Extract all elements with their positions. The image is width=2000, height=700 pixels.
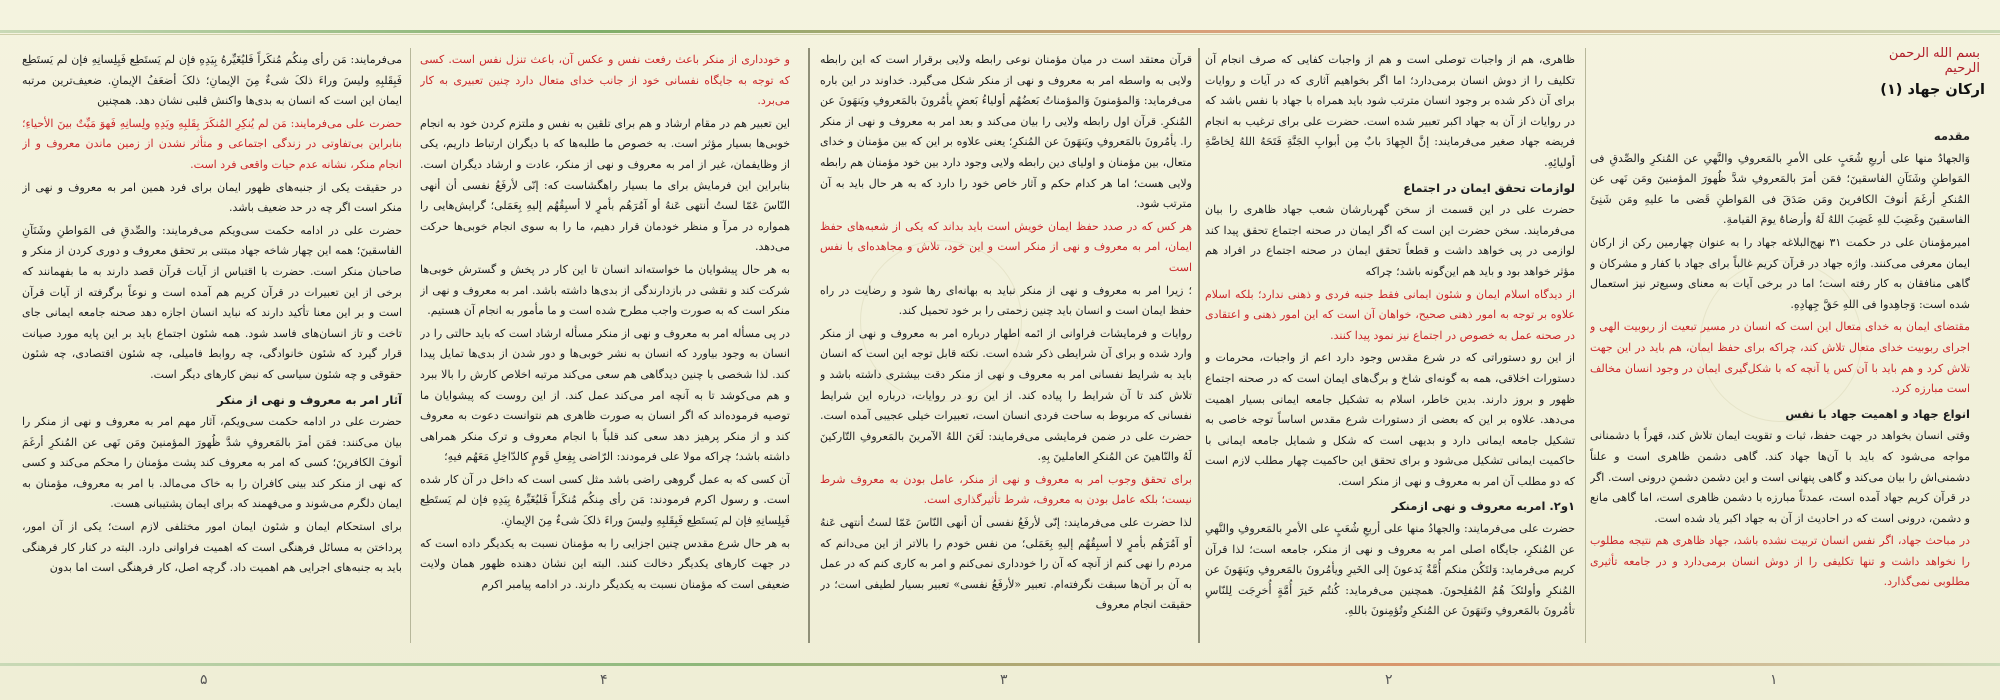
paragraph: حضرت علی در این قسمت از سخن گهربارشان شعب جهاد ظاهری را بیان می‌فرمایند. سخن حضرت این است که اگر ایمان در صحنه اجتماع تحقق پیدا کند لوازمی در پی خواهد داشت و قطعاً تحقق ایمان در صحنه اجتماع در افراد هم مؤثر خواهد بود و باید هم این‌گونه باشد؛ چراکه: [1205, 203, 1575, 278]
paragraph: ظاهری، هم از واجبات توصلی است و هم از واجبات کفایی که صرف انجام آن تکلیف را از دوش انسان برمی‌دارد؛ اما اگر بخواهیم آثاری که در آیات و روایات برای آن ذکر شده بر وجود انسان مترتب شود باید همراه با جهاد با نفس باشد که در روایات از آن به جهاد اکبر تعبیر شده است. حضرت علی برای ترغیب به انجام فریضه جهاد صغیر می‌فرمایند: إنَّ الجِهادَ بابٌ مِن أبوابِ الجَنَّةِ فَتَحَهُ اللهُ لِخاصَّةِ أولیائِهِ.: [1205, 53, 1575, 169]
section-heading: ۱و۲. امربه معروف و نهی ازمنکر: [1391, 499, 1575, 514]
hadith-quote: وَالجهادُ منها علی أربعِ شُعَبٍ علی الأمرِ بالمَعروفِ والنَّهیِ عن المُنکرِ والصِّدقِ فی المَواطنِ وشَنَآنِ الفاسقینَ؛ فمَن أمرَ بالمَعروفِ شدَّ ظُهورَ المؤمنینَ ومَن نَهی عن المُنکرِ أرغَمَ أنوفَ الکافرینَ ومَن صَدَقَ فی المَواطنِ قَضی ما علیهِ ومَن شَنِئَ الفاسقینَ وغَضِبَ للهِ غَضِبَ اللهُ لَهُ وأرضاهُ یومَ القیامةِ.: [1590, 151, 1970, 227]
section-heading: مقدمه: [1933, 129, 1970, 143]
highlight-paragraph: هر کس که در صدد حفظ ایمان خویش است باید بداند که یکی از شعبه‌های حفظ ایمان، امر به معروف و نهی از منکر است و این خود، تلاش و مجاهده‌ای با نفس است: [820, 219, 1192, 274]
panel-divider: [808, 48, 810, 643]
paragraph: وقتی انسان بخواهد در جهت حفظ، ثبات و تقویت ایمان تلاش کند، قهراً با دشمنانی مواجه می‌شود که باید با آن‌ها جهاد کند. گاهی دشمن ظاهری است و علناً دشمنی‌اش را بیان می‌کند و گاهی پنهانی است و این دشمن دشمنِ درونی است. اگر در قرآن کریم جهاد آمده است، عمدتاً مبارزه با دشمن ظاهری است، اما گاهی مانع و دشمن، درونی است که در احادیث از آن به جهاد اکبر یاد شده است.: [1590, 429, 1970, 525]
page-number: ۴: [600, 672, 608, 688]
paragraph: حضرت علی می‌فرمایند: والجهادُ منها علی أربعِ شُعَبٍ علی الأمرِ بالمَعروفِ والنَّهیِ عن المُنکرِ، جایگاه اصلی امر به معروف و نهی از منکر، جامعه است؛ لذا قرآن کریم می‌فرماید: وَلتَکُن منکم أُمَّةٌ یَدعونَ إلی الخَیرِ ویأمُرونَ بالمَعروفِ ویَنهَونَ عن المُنکرِ وأولئکَ هُمُ المُفلِحونَ. همچنین می‌فرماید: کُنتُم خَیرَ أُمَّةٍ أُخرِجَت لِلنّاسِ تأمُرونَ بالمَعروفِ وتَنهَونَ عن المُنکرِ وتُؤمِنونَ باللهِ.: [1205, 522, 1575, 618]
column-divider: [410, 48, 411, 643]
paragraph: به هر حال شرع مقدس چنین اجزایی را به مؤمنان نسبت به یکدیگر داده است که در جهت کارهای یکدیگر دخالت کنند. البته این نشان دهنده ظهور همان ولایت ضعیفی است که مؤمنان نسبت به یکدیگر دارند. در ادامه پیامبر اکرم: [420, 536, 790, 591]
page-number: ۳: [1000, 672, 1008, 688]
highlight-paragraph: مقتضای ایمان به خدای متعال این است که انسان در مسیر تبعیت از ربوبیت الهی و اجرای ربوبیت خدای متعال تلاش کند، چراکه برای حفظ ایمان، هم باید در این جهت تلاش کرد و هم باید با آن کس یا آنچه که با شکل‌گیری ایمان در وجود انسان مخالف است مبارزه کرد.: [1590, 320, 1970, 396]
highlight-paragraph: برای تحقق وجوب امر به معروف و نهی از منکر، عامل بودن به معروف شرط نیست؛ بلکه عامل بودن به معروف، شرط تأثیرگذاری است.: [820, 472, 1192, 507]
column-divider: [1585, 48, 1586, 643]
top-decorative-band: [0, 30, 2000, 33]
section-heading: آثار امر به معروف و نهی از منکر: [217, 392, 402, 407]
paragraph: روایات و فرمایشات فراوانی از ائمه اطهار درباره امر به معروف و نهی از منکر وارد شده و برای آن شرایطی ذکر شده است. نکته قابل توجه این است که انسان باید به شرایط نفسانی امر به معروف و نهی از منکر دقت بیشتری داشته باشد و تلاش کند تا آن شرایط را پیاده کند. از این رو در روایات، درباره این شرایط نفسانی که مربوط به ساحت فردی انسان است، تعبیرات خیلی عجیبی آمده است. حضرت علی در ضمن فرمایشی می‌فرمایند: لَعَنَ اللهُ الآمرینَ بالمَعروفِ التّارکینَ لَهُ والنّاهینَ عن المُنکرِ العاملینَ بِهِ.: [820, 326, 1192, 464]
paragraph: این تعبیر هم در مقام ارشاد و هم برای تلقین به نفس و ملتزم کردن خود به انجام خوبی‌ها بسیار مؤثر است. به خصوص ما طلبه‌ها که با دیگران ارتباط داریم، یکی از وظایفمان، غیر از امر به معروف و نهی از منکر، عادت و ارشاد دیگران است. بنابراین این فرمایش برای ما بسیار راهگشاست که: إنّی لأرفَعُ نفسی أن أنهی النّاسَ عَمّا لستُ أنتهی عَنهُ أو آمُرَهُم بأمرٍ لا أسبِقُهُم إلیهِ بِعَمَلی؛ گرایش‌هایی را همواره در مرآ و منظر خودمان قرار دهیم، ما را به سوی انجام خوبی‌ها حرکت می‌دهد.: [420, 116, 790, 254]
highlight-paragraph: از دیدگاه اسلام ایمان و شئون ایمانی فقط جنبه فردی و ذهنی ندارد؛ بلکه اسلام علاوه بر توجه به امور ذهنی صحیح، خواهان آن است که این امور ذهنی و اعتقادی در صحنه عمل به خصوص در اجتماع نیز نمود پیدا کنند.: [1205, 287, 1575, 342]
paragraph: قرآن معتقد است در میان مؤمنان نوعی رابطه ولایی برقرار است که این رابطه ولایی به واسطه امر به معروف و نهی از منکر شکل می‌گیرد. خداوند در این باره می‌فرماید: وَالمؤمنونَ وَالمؤمناتُ بَعضُهُم أولیاءُ بَعضٍ یأمُرونَ بالمَعروفِ ویَنهَونَ عن المُنکرِ. قرآن اول رابطه ولایی را بیان می‌کند و بعد امر به معروف و نهی از منکر را. یأمُرونَ بالمَعروفِ ویَنهَونَ عن المُنکرِ؛ یعنی علاوه بر این که بین مؤمنان و خدای متعال، بین مؤمنان و اولیای دین رابطه ولایی وجود دارد بین خود مؤمنان هم رابطه ولایی هست؛ اما هر کدام حکم و آثار خاص خود را دارد که به هر حال باید به آن مترتب شود.: [820, 53, 1192, 211]
page-title: ارکان جهاد (۱): [1880, 82, 1985, 98]
paragraph: برای استحکام ایمان و شئون ایمان امور مختلفی لازم است؛ یکی از آن امور، پرداختن به مسائل فرهنگی است که اهمیت فراوانی دارد. البته در کنار کار فرهنگی باید به جنبه‌های اجرایی هم اهمیت داد. گرچه اصل، کار فرهنگی است اما بدون: [22, 520, 402, 575]
paragraph: می‌فرمایند: مَن رأی مِنکُم مُنکَراً فَلیُغَیِّرهُ بِیَدِهِ فإن لم یَستَطِع فَبِلِسانِهِ فإن لم یَستَطِع فَبِقَلبِهِ ولیسَ وراءَ ذلکَ شیءٌ مِنَ الإیمانِ؛ ذلکَ أضعَفُ الإیمانِ. ضعیف‌ترین مرتبه ایمان این است که انسان به بدی‌ها واکنش قلبی نشان دهد. همچنین: [22, 53, 402, 108]
column-3: [820, 50, 1192, 630]
page-number: ۲: [1385, 672, 1393, 688]
paragraph: حضرت علی در ادامه حکمت سی‌ویکم می‌فرمایند: والصِّدقِ فی المَواطنِ وشَنَآنِ الفاسقینَ؛ همه این چهار شاخه جهاد مبتنی بر تحقق معروف و دوری کردن از منکر و صاحبان منکر است. حضرت با اقتباس از آیات قرآن قصد دارند به ما بفهمانند که برخی از این تعبیرات در قرآن کریم هم آمده است و نوعاً برگرفته از آیات قرآن است و بر این معنا تأکید دارند که نباید انسان اجازه دهد صحنه جامعه ایمانی جای تاخت و تاز انسان‌های فاسد شود. همه شئون اجتماع باید بر این پایه مورد صیانت قرار گیرد که شئون خانوادگی، چه روابط فامیلی، چه شئون اقتصادی، چه شئون حقوقی و چه شئون سیاسی که نبض کارهای دیگر است.: [22, 223, 402, 381]
paragraph: امیرمؤمنان علی در حکمت ۳۱ نهج‌البلاغه جهاد را به عنوان چهارمین رکن از ارکان ایمان معرفی می‌کنند. واژه جهاد در قرآن کریم غالباً برای جهاد با کفار و مشرکان و گاهی منافقان به کار رفته است؛ اما در برخی آیات به معنای وسیع‌تر نیز استعمال شده است: وَجاهِدوا فی اللهِ حَقَّ جِهادِهِ.: [1590, 235, 1970, 311]
section-heading: انواع جهاد و اهمیت جهاد با نفس: [1785, 406, 1970, 421]
paragraph: ؛ زیرا امر به معروف و نهی از منکر نباید به بهانه‌ای رها شود و رضایت در راه حفظ ایمان است و انسان باید چنین زحمتی را بر خود تحمیل کند.: [820, 283, 1192, 318]
bismillah-calligraphy: بسم الله الرحمن الرحیم: [1888, 46, 1980, 76]
paragraph: به هر حال پیشوایان ما خواسته‌اند انسان تا این کار در پخش و گسترش خوبی‌ها شرکت کند و نقشی در بازدارندگی از بدی‌ها داشته باشد. امر به معروف و نهی از منکر است که به صورت واجب مطرح شده است و ما مأمور به انجام آن هستیم.: [420, 262, 790, 318]
paragraph: در حقیقت یکی از جنبه‌های ظهور ایمان برای فرد همین امر به معروف و نهی از منکر است اگر چه در حد ضعیف باشد.: [22, 180, 402, 215]
highlight-paragraph: حضرت علی می‌فرمایند: مَن لم یُنکِرِ المُنکَرَ بِقَلبِهِ ویَدِهِ ولِسانِهِ فَهوَ مَیِّتٌ بینَ الأحیاءِ؛ بنابراین بی‌تفاوتی در زندگی اجتماعی و متأثر نشدن از زمین ماندن معروف و از انجام منکر، نشانه عدم حیات واقعی فرد است.: [22, 116, 402, 171]
page-number: ۱: [1770, 672, 1778, 688]
paragraph: حضرت علی در ادامه حکمت سی‌ویکم، آثار مهم امر به معروف و نهی از منکر را بیان می‌کنند: فمَن أمرَ بالمَعروفِ شدَّ ظُهورَ المؤمنینَ ومَن نَهی عن المُنکرِ أرغَمَ أنوفَ الکافرینَ؛ کسی که امر به معروف کند پشت مؤمنان را محکم می‌کند و کسی که نهی از منکر کند بینی کافران را به خاک می‌مالد. با امر به معروف، مؤمنان به ایمان دلگرم می‌شوند و می‌فهمند که برای ایمان پشتیبانی هست.: [22, 415, 402, 511]
page-number: ۵: [200, 672, 208, 688]
highlight-paragraph: در مباحث جهاد، اگر نفس انسان تربیت نشده باشد، جهاد ظاهری هم نتیجه مطلوب را نخواهد داشت و تنها تکلیفی را از دوش انسان برمی‌دارد و در جامعه تأثیری مطلوبی نمی‌گذارد.: [1590, 534, 1970, 589]
paragraph: در پی مسأله امر به معروف و نهی از منکر مسأله ارشاد است که باید حالتی را در انسان به وجود بیاورد که انسان به نشر خوبی‌ها و دور شدن از بدی‌ها تمایل پیدا کند. لذا شخصی با چنین دیدگاهی هم سعی می‌کند مرتبه اخلاص کارش را بالا ببرد و هم می‌کوشد تا به آنچه امر می‌کند عمل کند. از این روست که پیشوایان ما توصیه فرموده‌اند که اگر انسان به صورت ظاهری هم نتوانست دعوت به معروف کند و از منکر پرهیز دهد سعی کند قلباً با انجام معروف و ترک منکر همراهی داشته باشد؛ چراکه مولا علی فرمودند: الرّاضی بِفِعلِ قَومٍ کالدّاخِلِ مَعَهُم فیهِ؛: [420, 326, 790, 464]
panel-divider: [1198, 48, 1200, 643]
column-4: [420, 50, 790, 630]
column-2: [1205, 50, 1575, 630]
bottom-decorative-band: [0, 663, 2000, 666]
paragraph: از این رو دستوراتی که در شرع مقدس وجود دارد اعم از واجبات، محرمات و دستورات اخلاقی، همه به گونه‌ای شاخ و برگ‌های ایمان است که در صحنه اجتماع ظهور و بروز دارند. بدین خاطر، اسلام به تشکیل جامعه ایمانی بسیار اهمیت می‌دهد. علاوه بر این که بعضی از دستورات شرع مقدس اساساً توجه خاصی به تشکیل جامعه ایمانی دارد و بدیهی است که شکل و شمایل جامعه ایمانی با حاکمیت ایمانی تشکیل می‌شود و برای تحقق این حاکمیت چهار مطلب لازم است که دو مطلب آن امر به معروف و نهی از منکر است.: [1205, 351, 1575, 488]
highlight-paragraph: و خودداری از منکر باعث رفعت نفس و عکس آن، باعث تنزل نفس است. کسی که توجه به جایگاه نفسانی خود از جانب خدای متعال دارد چنین تعبیری به کار می‌برد.: [420, 53, 790, 108]
section-heading: لوازمات تحقق ایمان در اجتماع: [1403, 180, 1575, 195]
column-1: [1590, 122, 1970, 640]
paragraph: آن کسی که به عمل گروهی راضی باشد مثل کسی است که داخل در آن کار شده است. و رسول اکرم فرمودند: مَن رأی مِنکُم مُنکَراً فَلیُغَیِّرهُ بِیَدِهِ فإن لم یَستَطِع فَبِلِسانِهِ فإن لم یَستَطِع فَبِقَلبِهِ ولیسَ وراءَ ذلکَ شیءٌ مِنَ الإیمانِ.: [420, 472, 790, 528]
top-divider: [0, 34, 2000, 35]
paragraph: لذا حضرت علی می‌فرمایند: إنّی لأرفَعُ نفسی أن أنهی النّاسَ عَمّا لستُ أنتهی عَنهُ أو آمُرَهُم بأمرٍ لا أسبِقُهُم إلیهِ بِعَمَلی؛ من نفس خودم را بالاتر از این می‌دانم که مردم را نهی کنم از آنچه که آن را خودداری نمی‌کنم و امر به کاری کنم که در عمل به آن بر آن‌ها سبقت نگرفته‌ام. تعبیر «لأرفَعُ نفسی» تعبیر بسیار لطیفی است؛ در حقیقت انجام معروف: [820, 516, 1192, 612]
column-5: [22, 50, 402, 630]
